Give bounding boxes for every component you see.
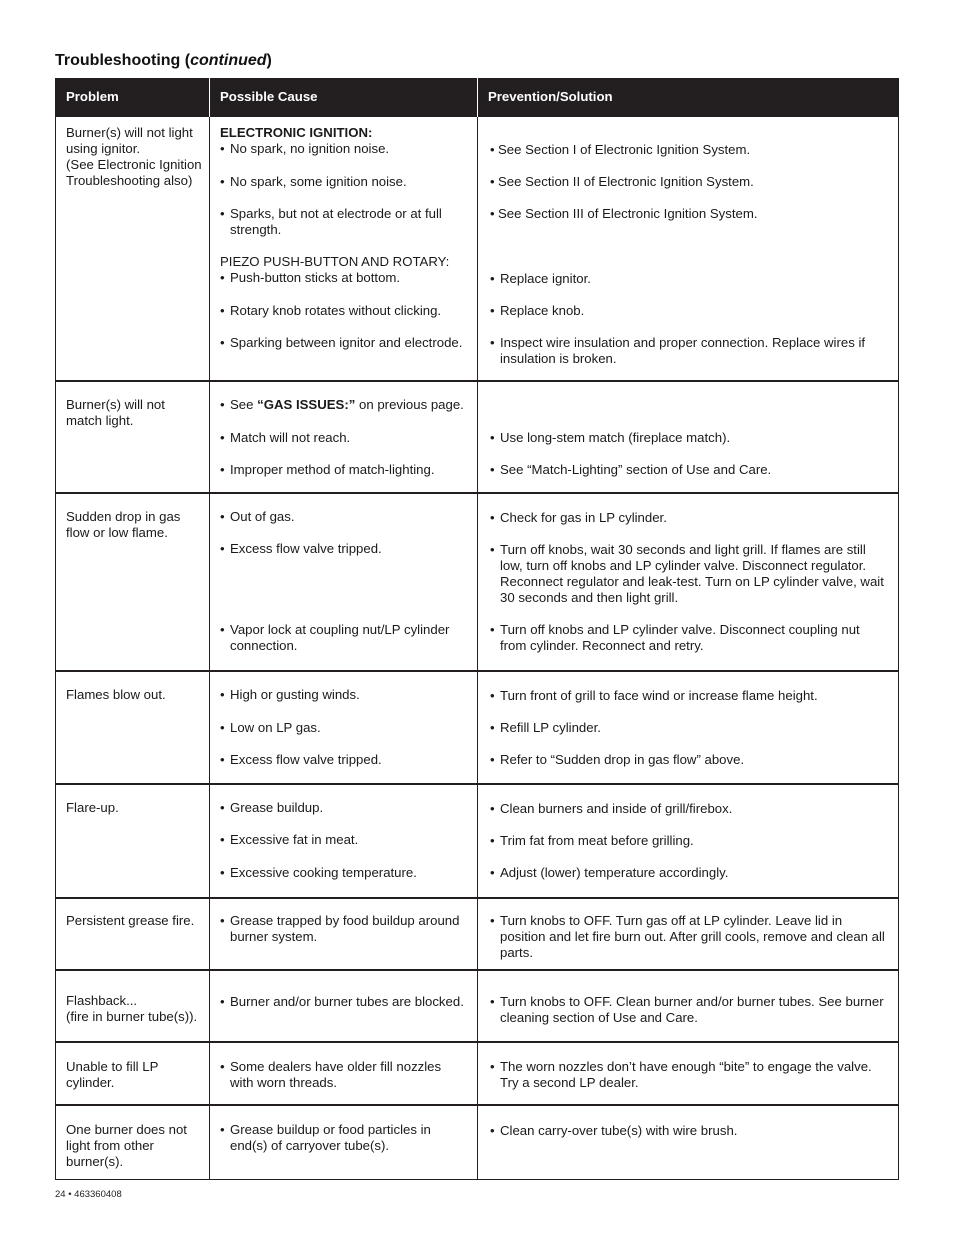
list-item: • Trim fat from meat before grilling. xyxy=(490,833,694,848)
table-row xyxy=(56,381,899,493)
problem-cell: Flames blow out. xyxy=(56,671,210,784)
list-item: • Refer to “Sudden drop in gas flow” above. xyxy=(490,752,745,767)
problem-cell: Flashback... (fire in burner tube(s)). xyxy=(56,970,210,1042)
list-item: • Vapor lock at coupling nut/LP cylinder connection. xyxy=(220,622,450,653)
solution-cell xyxy=(478,381,899,493)
list-item: • No spark, some ignition noise. xyxy=(220,173,407,189)
solution-cell xyxy=(478,970,899,1042)
table-row xyxy=(56,116,899,381)
table-row xyxy=(56,1105,899,1179)
problem-cell: Flare-up. xyxy=(56,784,210,898)
list-item: • Check for gas in LP cylinder. xyxy=(490,510,667,525)
cause-label: PIEZO PUSH-BUTTON AND ROTARY: xyxy=(220,253,450,269)
list-item: • See Section III of Electronic Ignition System. xyxy=(490,205,758,221)
list-item: • Sparking between ignitor and electrode. xyxy=(220,334,463,350)
solution-cell xyxy=(478,671,899,784)
list-item: • Excessive fat in meat. xyxy=(220,832,359,847)
list-item: • Adjust (lower) temperature accordingly. xyxy=(490,865,729,880)
solution-cell xyxy=(478,898,899,970)
list-item: • Refill LP cylinder. xyxy=(490,720,601,735)
list-item: • Turn off knobs, wait 30 seconds and light grill. If flames are still low, turn off knobs and LP cylinder valve. Disconnect regulator. Reconnect regulator and leak-test. Turn on LP cylinder valve, wait 30 seconds and then light grill. xyxy=(490,542,884,605)
list-item: • Clean carry-over tube(s) with wire brush. xyxy=(490,1123,738,1138)
cause-cell xyxy=(210,493,478,671)
cause-cell xyxy=(210,381,478,493)
table-row xyxy=(56,493,899,671)
troubleshooting-table xyxy=(55,78,899,1180)
solution-cell xyxy=(478,1042,899,1105)
cause-cell xyxy=(210,970,478,1042)
table-row xyxy=(56,898,899,970)
list-item: • Grease buildup or food particles in end(s) of carryover tube(s). xyxy=(220,1122,431,1153)
problem-cell: Burner(s) will not match light. xyxy=(56,381,210,493)
solution-cell xyxy=(478,493,899,671)
list-item: • Turn knobs to OFF. Turn gas off at LP cylinder. Leave lid in position and let fire burn out. After grill cools, remove and clean all parts. xyxy=(490,913,885,960)
list-item: • Excessive cooking temperature. xyxy=(220,865,417,880)
page-title: Troubleshooting (continued) xyxy=(55,52,272,69)
list-item: • Replace knob. xyxy=(490,302,585,318)
problem-cell: Burner(s) will not light using ignitor. (See Electronic Ignition Troubleshooting also) xyxy=(56,116,210,381)
solution-cell xyxy=(478,784,899,898)
list-item: • No spark, no ignition noise. xyxy=(220,140,390,156)
cause-cell xyxy=(210,116,478,381)
list-item: • Sparks, but not at electrode or at full strength. xyxy=(220,205,442,237)
solution-cell xyxy=(478,116,899,381)
list-item: • Clean burners and inside of grill/firebox. xyxy=(490,801,733,816)
table-row xyxy=(56,970,899,1042)
cause-cell xyxy=(210,1042,478,1105)
table-header-row xyxy=(56,78,899,116)
list-item: • Turn off knobs and LP cylinder valve. Disconnect coupling nut from cylinder. Reconnect and retry. xyxy=(490,622,860,653)
table-row xyxy=(56,1042,899,1105)
cause-cell xyxy=(210,671,478,784)
cause-cell xyxy=(210,784,478,898)
cause-cell xyxy=(210,1105,478,1179)
page-footer: 24 • 463360408 xyxy=(55,1189,122,1200)
list-item: • Replace ignitor. xyxy=(490,270,591,286)
list-item: • Push-button sticks at bottom. xyxy=(220,269,401,285)
list-item: • Improper method of match-lighting. xyxy=(220,462,435,477)
list-item: • Turn knobs to OFF. Clean burner and/or burner tubes. See burner cleaning section of Use and Care. xyxy=(490,994,884,1025)
header-problem: Problem xyxy=(56,78,210,116)
cause-cell xyxy=(210,898,478,970)
table-row xyxy=(56,784,899,898)
problem-cell: Persistent grease fire. xyxy=(56,898,210,970)
list-item: • Excess flow valve tripped. xyxy=(220,541,382,556)
table-row xyxy=(56,671,899,784)
list-item: • See Section II of Electronic Ignition System. xyxy=(490,173,754,189)
list-item: • Match will not reach. xyxy=(220,430,351,445)
list-item: • See Section I of Electronic Ignition System. xyxy=(490,141,751,157)
list-item: • Out of gas. xyxy=(220,509,295,524)
list-item: • See “Match-Lighting” section of Use and Care. xyxy=(490,462,772,477)
list-item: • Inspect wire insulation and proper connection. Replace wires if insulation is broken. xyxy=(490,334,866,366)
header-possible-cause: Possible Cause xyxy=(210,78,478,116)
list-item: • The worn nozzles don’t have enough “bite” to engage the valve. Try a second LP dealer. xyxy=(490,1059,872,1090)
header-prevention-solution: Prevention/Solution xyxy=(478,78,899,116)
list-item: • Low on LP gas. xyxy=(220,720,321,735)
problem-cell: Unable to fill LP cylinder. xyxy=(56,1042,210,1105)
list-item: • High or gusting winds. xyxy=(220,687,360,702)
list-item: • Burner and/or burner tubes are blocked. xyxy=(220,994,464,1009)
list-item: • Excess flow valve tripped. xyxy=(220,752,382,767)
solution-cell xyxy=(478,1105,899,1179)
cause-label: ELECTRONIC IGNITION: xyxy=(220,124,373,140)
list-item: • Grease buildup. xyxy=(220,800,324,815)
list-item: • Turn front of grill to face wind or increase flame height. xyxy=(490,688,818,703)
list-item: • Rotary knob rotates without clicking. xyxy=(220,302,442,318)
problem-cell: One burner does not light from other burner(s). xyxy=(56,1105,210,1179)
list-item: • Some dealers have older fill nozzles with worn threads. xyxy=(220,1059,442,1090)
list-item: • Use long-stem match (fireplace match). xyxy=(490,430,731,445)
problem-cell: Sudden drop in gas flow or low flame. xyxy=(56,493,210,671)
list-item: • See “GAS ISSUES:” on previous page. xyxy=(220,397,464,412)
list-item: • Grease trapped by food buildup around burner system. xyxy=(220,913,460,944)
